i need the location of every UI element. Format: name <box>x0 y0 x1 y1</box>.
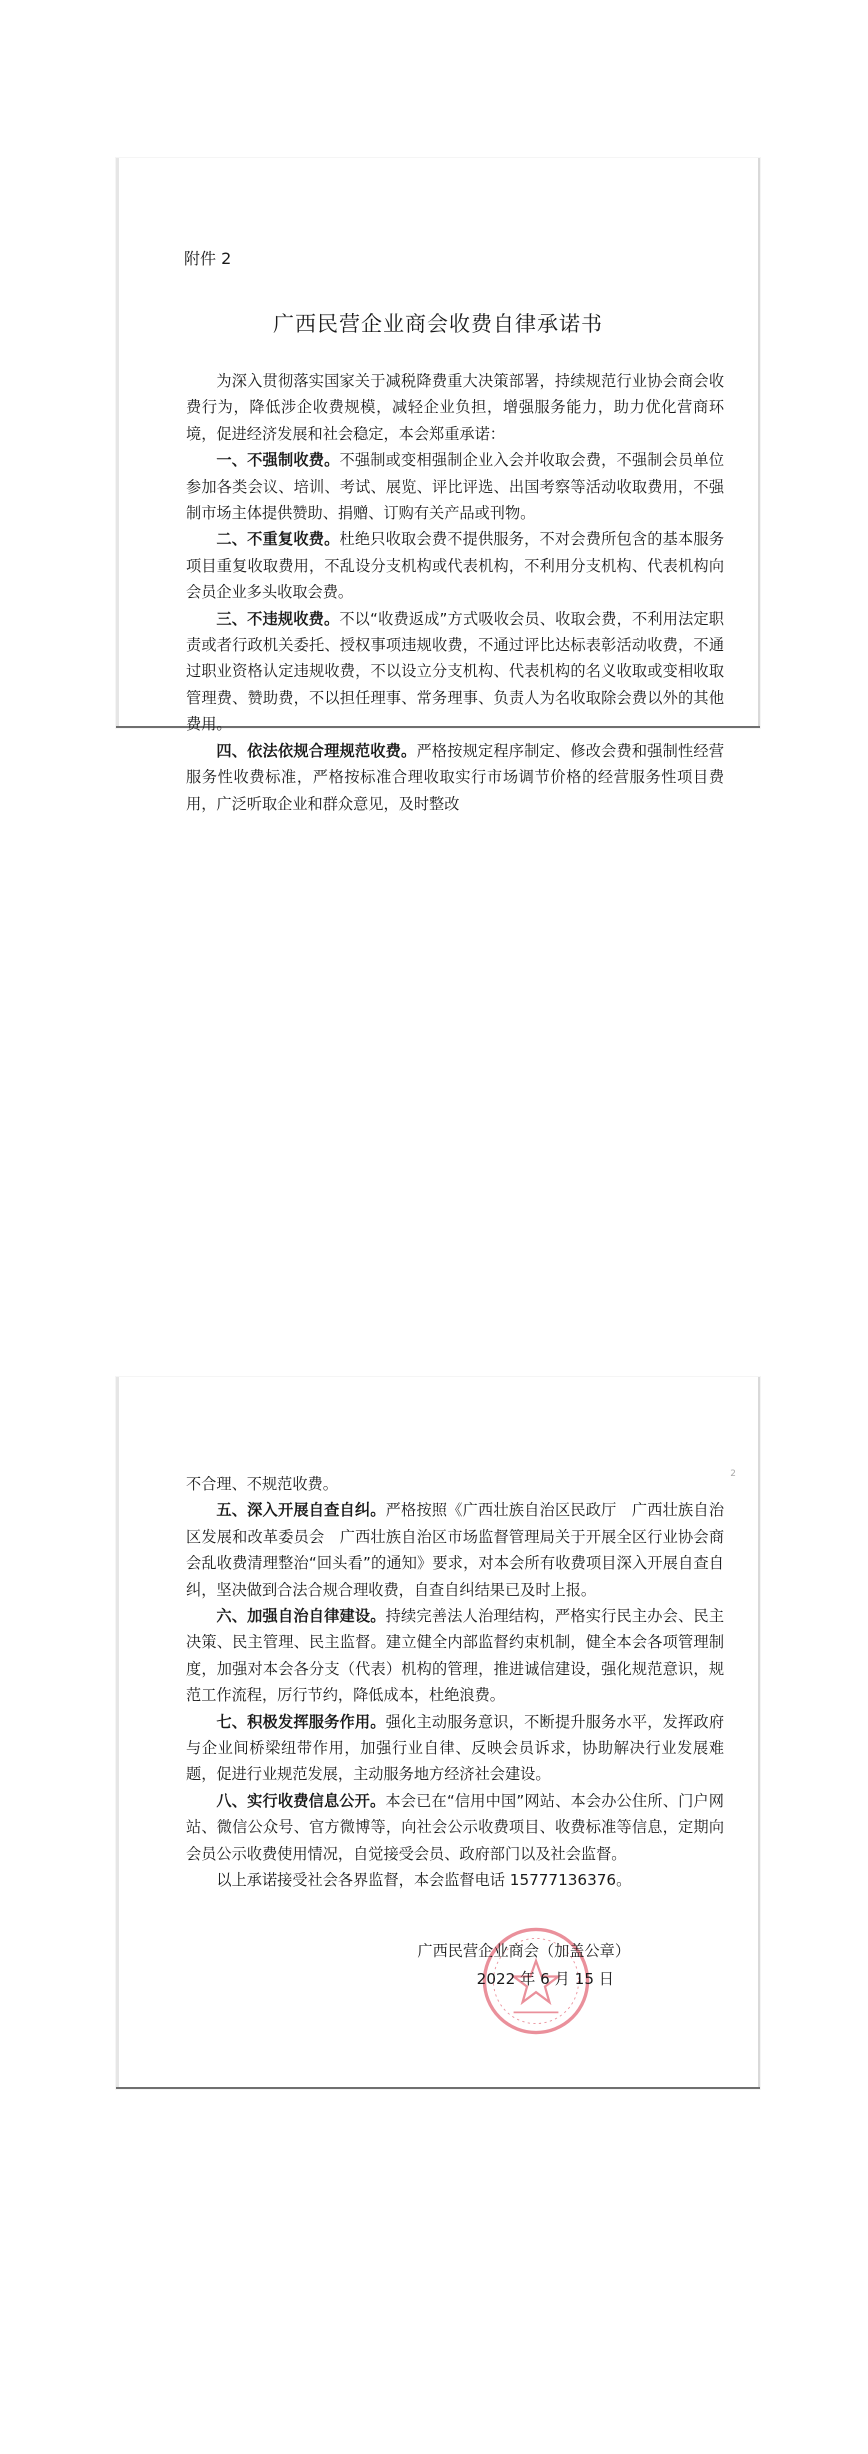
signature-date: 2022 年 6 月 15 日 <box>476 1970 614 1988</box>
page-number-mark: 2 <box>730 1469 736 1479</box>
annex-label: 附件 2 <box>184 249 232 268</box>
commitment-text: 持续完善法人治理结构，严格实行民主办会、民主决策、民主管理、民主监督。建立健全内部监督约束机制，健全本会各项管理制度，加强对本会各分支（代表）机构的管理，推进诚信建设，强化规范意识，规范工作流程，厉行节约，降低成本，杜绝浪费。 <box>186 1607 725 1705</box>
commitment-heading: 八、实行收费信息公开。 <box>216 1791 386 1810</box>
commitment-text: 严格按照《广西壮族自治区民政厅 广西壮族自治区发展和改革委员会 广西壮族自治区市场监督管理局关于开展全区行业协会商会乱收费清理整治“回头看”的通知》要求，对本会所有收费项目深入开展自查自纠，坚决做到合法合规合理收费，自查自纠结果已及时上报。 <box>186 1501 725 1599</box>
commitment-paragraph-6 <box>186 1603 724 1709</box>
commitment-text: 不以“收费返成”方式吸收会员、收取会费，不利用法定职责或者行政机关委托、授权事项违规收费，不通过评比达标表彰活动收费，不通过职业资格认定违规收费，不以设立分支机构、代表机构的名义收取或变相收取管理费、赞助费，不以担任理事、常务理事、负责人为名收取除会费以外的其他费用。 <box>186 609 724 734</box>
commitment-text: 本会已在“信用中国”网站、本会办公住所、门户网站、微信公众号、官方微博等，向社会公示收费项目、收费标准等信息，定期向会员公示收费使用情况，自觉接受会员、政府部门以及社会监督。 <box>186 1791 724 1863</box>
commitment-heading: 四、依法依规合理规范收费。 <box>216 741 417 760</box>
commitment-text: 不强制或变相强制企业入会并收取会费，不强制会员单位参加各类会议、培训、考试、展览、评比评选、出国考察等活动收取费用，不强制市场主体提供赞助、捐赠、订购有关产品或刊物。 <box>186 451 725 523</box>
commitment-paragraph-4 <box>186 738 724 817</box>
commitment-heading: 六、加强自治自律建设。 <box>216 1607 386 1626</box>
document-page-2 <box>116 1377 760 2089</box>
commitment-paragraph-8 <box>186 1788 724 1867</box>
commitment-text: 严格按规定程序制定、修改会费和强制性经营服务性收费标准，严格按标准合理收取实行市场调节价格的经营服务性项目费用，广泛听取企业和群众意见，及时整改 <box>186 741 725 813</box>
signature-organization: 广西民营企业商会（加盖公章） <box>417 1942 630 1960</box>
document-title: 广西民营企业商会收费自律承诺书 <box>273 312 603 336</box>
commitment-text: 杜绝只收取会费不提供服务，不对会费所包含的基本服务项目重复收取费用，不乱设分支机构或代表机构，不利用分支机构、代表机构向会员企业多头收取会费。 <box>186 530 725 602</box>
intro-paragraph: 为深入贯彻落实国家关于减税降费重大决策部署，持续规范行业协会商会收费行为，降低涉企收费规模，减轻企业负担，增强服务能力，助力优化营商环境，促进经济发展和社会稳定，本会郑重承诺： <box>186 372 724 443</box>
document-page-1 <box>116 158 760 813</box>
commitment-paragraph-2 <box>186 526 724 605</box>
commitment-heading: 七、积极发挥服务作用。 <box>216 1712 386 1731</box>
commitment-text: 强化主动服务意识，不断提升服务水平，发挥政府与企业间桥梁纽带作用，加强行业自律、反映会员诉求，协助解决行业发展难题，促进行业规范发展，主动服务地方经济社会建设。 <box>186 1712 725 1784</box>
page-1-body <box>186 368 724 817</box>
page-2-body <box>186 1471 724 1894</box>
commitment-heading: 五、深入开展自查自纠。 <box>216 1501 386 1520</box>
commitment-paragraph-7 <box>186 1709 724 1788</box>
commitment-heading: 二、不重复收费。 <box>216 530 340 549</box>
commitment-paragraph-3 <box>186 606 724 738</box>
commitment-paragraph-1 <box>186 447 724 526</box>
signature-block <box>417 1937 630 1993</box>
continuation-text: 不合理、不规范收费。 <box>186 1475 338 1493</box>
commitment-paragraph-5 <box>186 1497 724 1603</box>
commitment-heading: 三、不违规收费。 <box>216 609 340 628</box>
closing-statement: 以上承诺接受社会各界监督，本会监督电话 15777136376。 <box>216 1871 632 1890</box>
commitment-heading: 一、不强制收费。 <box>216 451 340 470</box>
